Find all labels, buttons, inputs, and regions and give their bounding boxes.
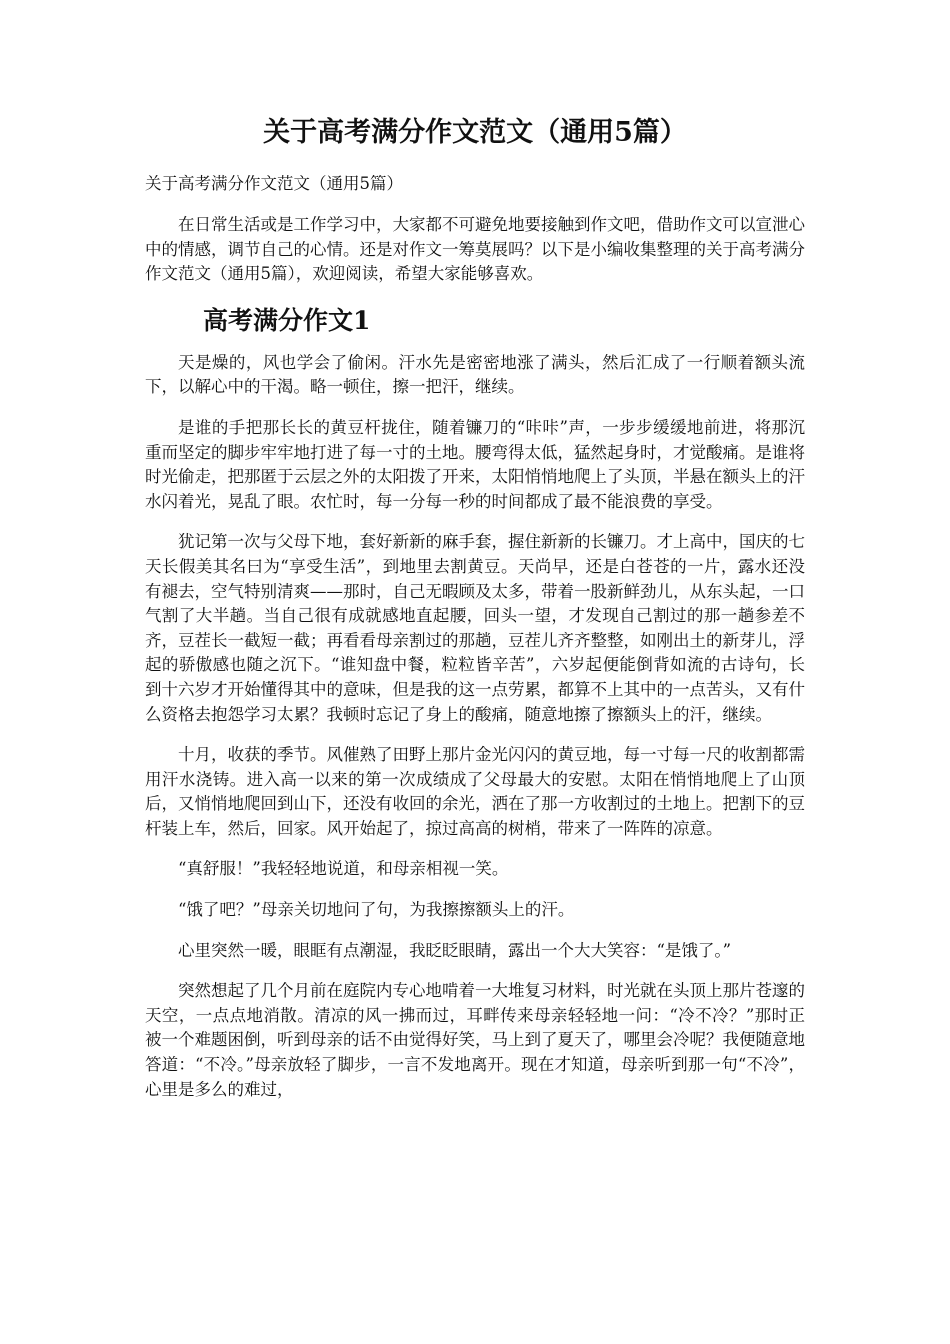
body-paragraph: “饿了吧？”母亲关切地问了句，为我擦擦额头上的汗。 [178, 900, 575, 920]
body-paragraph: 犹记第一次与父母下地，套好新新的麻手套，握住新新的长镰刀。才上高中，国庆的七天长假美其名曰为“享受生活”，到地里去割黄豆。天尚早，还是白苍苍的一片，露水还没有褪去，空气特别清爽——那时，自己无暇顾及太多，带着一股新鲜劲儿，从东头起，一口气割了大半趟。当自己很有成就感地直起腰，回头一望，才发现自己割过的那一趟参差不齐，豆茬长一截短一截；再看看母亲割过的那趟，豆茬儿齐齐整整，如刚出土的新芽儿，浮起的骄傲感也随之沉下。“谁知盘中餐，粒粒皆辛苦”，六岁起便能倒背如流的古诗句，长到十六岁才开始懂得其中的意味，但是我的这一点劳累，都算不上其中的一点苦头，又有什么资格去抱怨学习太累？我顿时忘记了身上的酸痛，随意地擦了擦额头上的汗，继续。 [145, 532, 805, 724]
body-paragraph: 天是燥的，风也学会了偷闲。汗水先是密密地涨了满头，然后汇成了一行顺着额头流下，以解心中的干渴。略一顿住，擦一把汗，继续。 [145, 352, 805, 397]
document-subtitle: 关于高考满分作文范文（通用5篇） [145, 174, 403, 193]
document-title: 关于高考满分作文范文（通用5篇） [263, 117, 687, 148]
body-paragraph: 十月，收获的季节。风催熟了田野上那片金光闪闪的黄豆地，每一寸每一尺的收割都需用汗水浇铸。进入高一以来的第一次成绩成了父母最大的安慰。太阳在悄悄地爬上了山顶后，又悄悄地爬回到山下，还没有收回的余光，洒在了那一方收割过的土地上。把割下的豆杆装上车，然后，回家。风开始起了，掠过高高的树梢，带来了一阵阵的凉意。 [145, 745, 805, 838]
body-paragraph: 是谁的手把那长长的黄豆杆拢住，随着镰刀的“咔咔”声，一步步缓缓地前进，将那沉重而坚定的脚步牢牢地打进了每一寸的土地。腰弯得太低，猛然起身时，才觉酸痛。是谁将时光偷走，把那匿于云层之外的太阳拨了开来，太阳悄悄地爬上了头顶，半悬在额头上的汗水闪着光，晃乱了眼。农忙时，每一分每一秒的时间都成了最不能浪费的享受。 [145, 417, 805, 511]
section-heading: 高考满分作文1 [203, 305, 371, 335]
body-paragraph: 突然想起了几个月前在庭院内专心地啃着一大堆复习材料，时光就在头顶上那片苍邃的天空，一点点地消散。清凉的风一拂而过，耳畔传来母亲轻轻地一问：“冷不冷？”那时正被一个难题困倒，听到母亲的话不由觉得好笑，马上到了夏天了，哪里会冷呢？我便随意地答道：“不冷。”母亲放轻了脚步，一言不发地离开。现在才知道，母亲听到那一句“不冷”，心里是多么的难过， [145, 981, 805, 1099]
document-body [145, 172, 805, 1118]
body-paragraph: “真舒服！”我轻轻地说道，和母亲相视一笑。 [178, 859, 509, 879]
body-paragraph: 心里突然一暖，眼眶有点潮湿，我眨眨眼睛，露出一个大大笑容：“是饿了。” [178, 940, 732, 960]
intro-paragraph: 在日常生活或是工作学习中，大家都不可避免地要接触到作文吧，借助作文可以宣泄心中的情感，调节自己的心情。还是对作文一筹莫展吗？以下是小编收集整理的关于高考满分作文范文（通用5篇），欢迎阅读，希望大家能够喜欢。 [145, 215, 805, 284]
